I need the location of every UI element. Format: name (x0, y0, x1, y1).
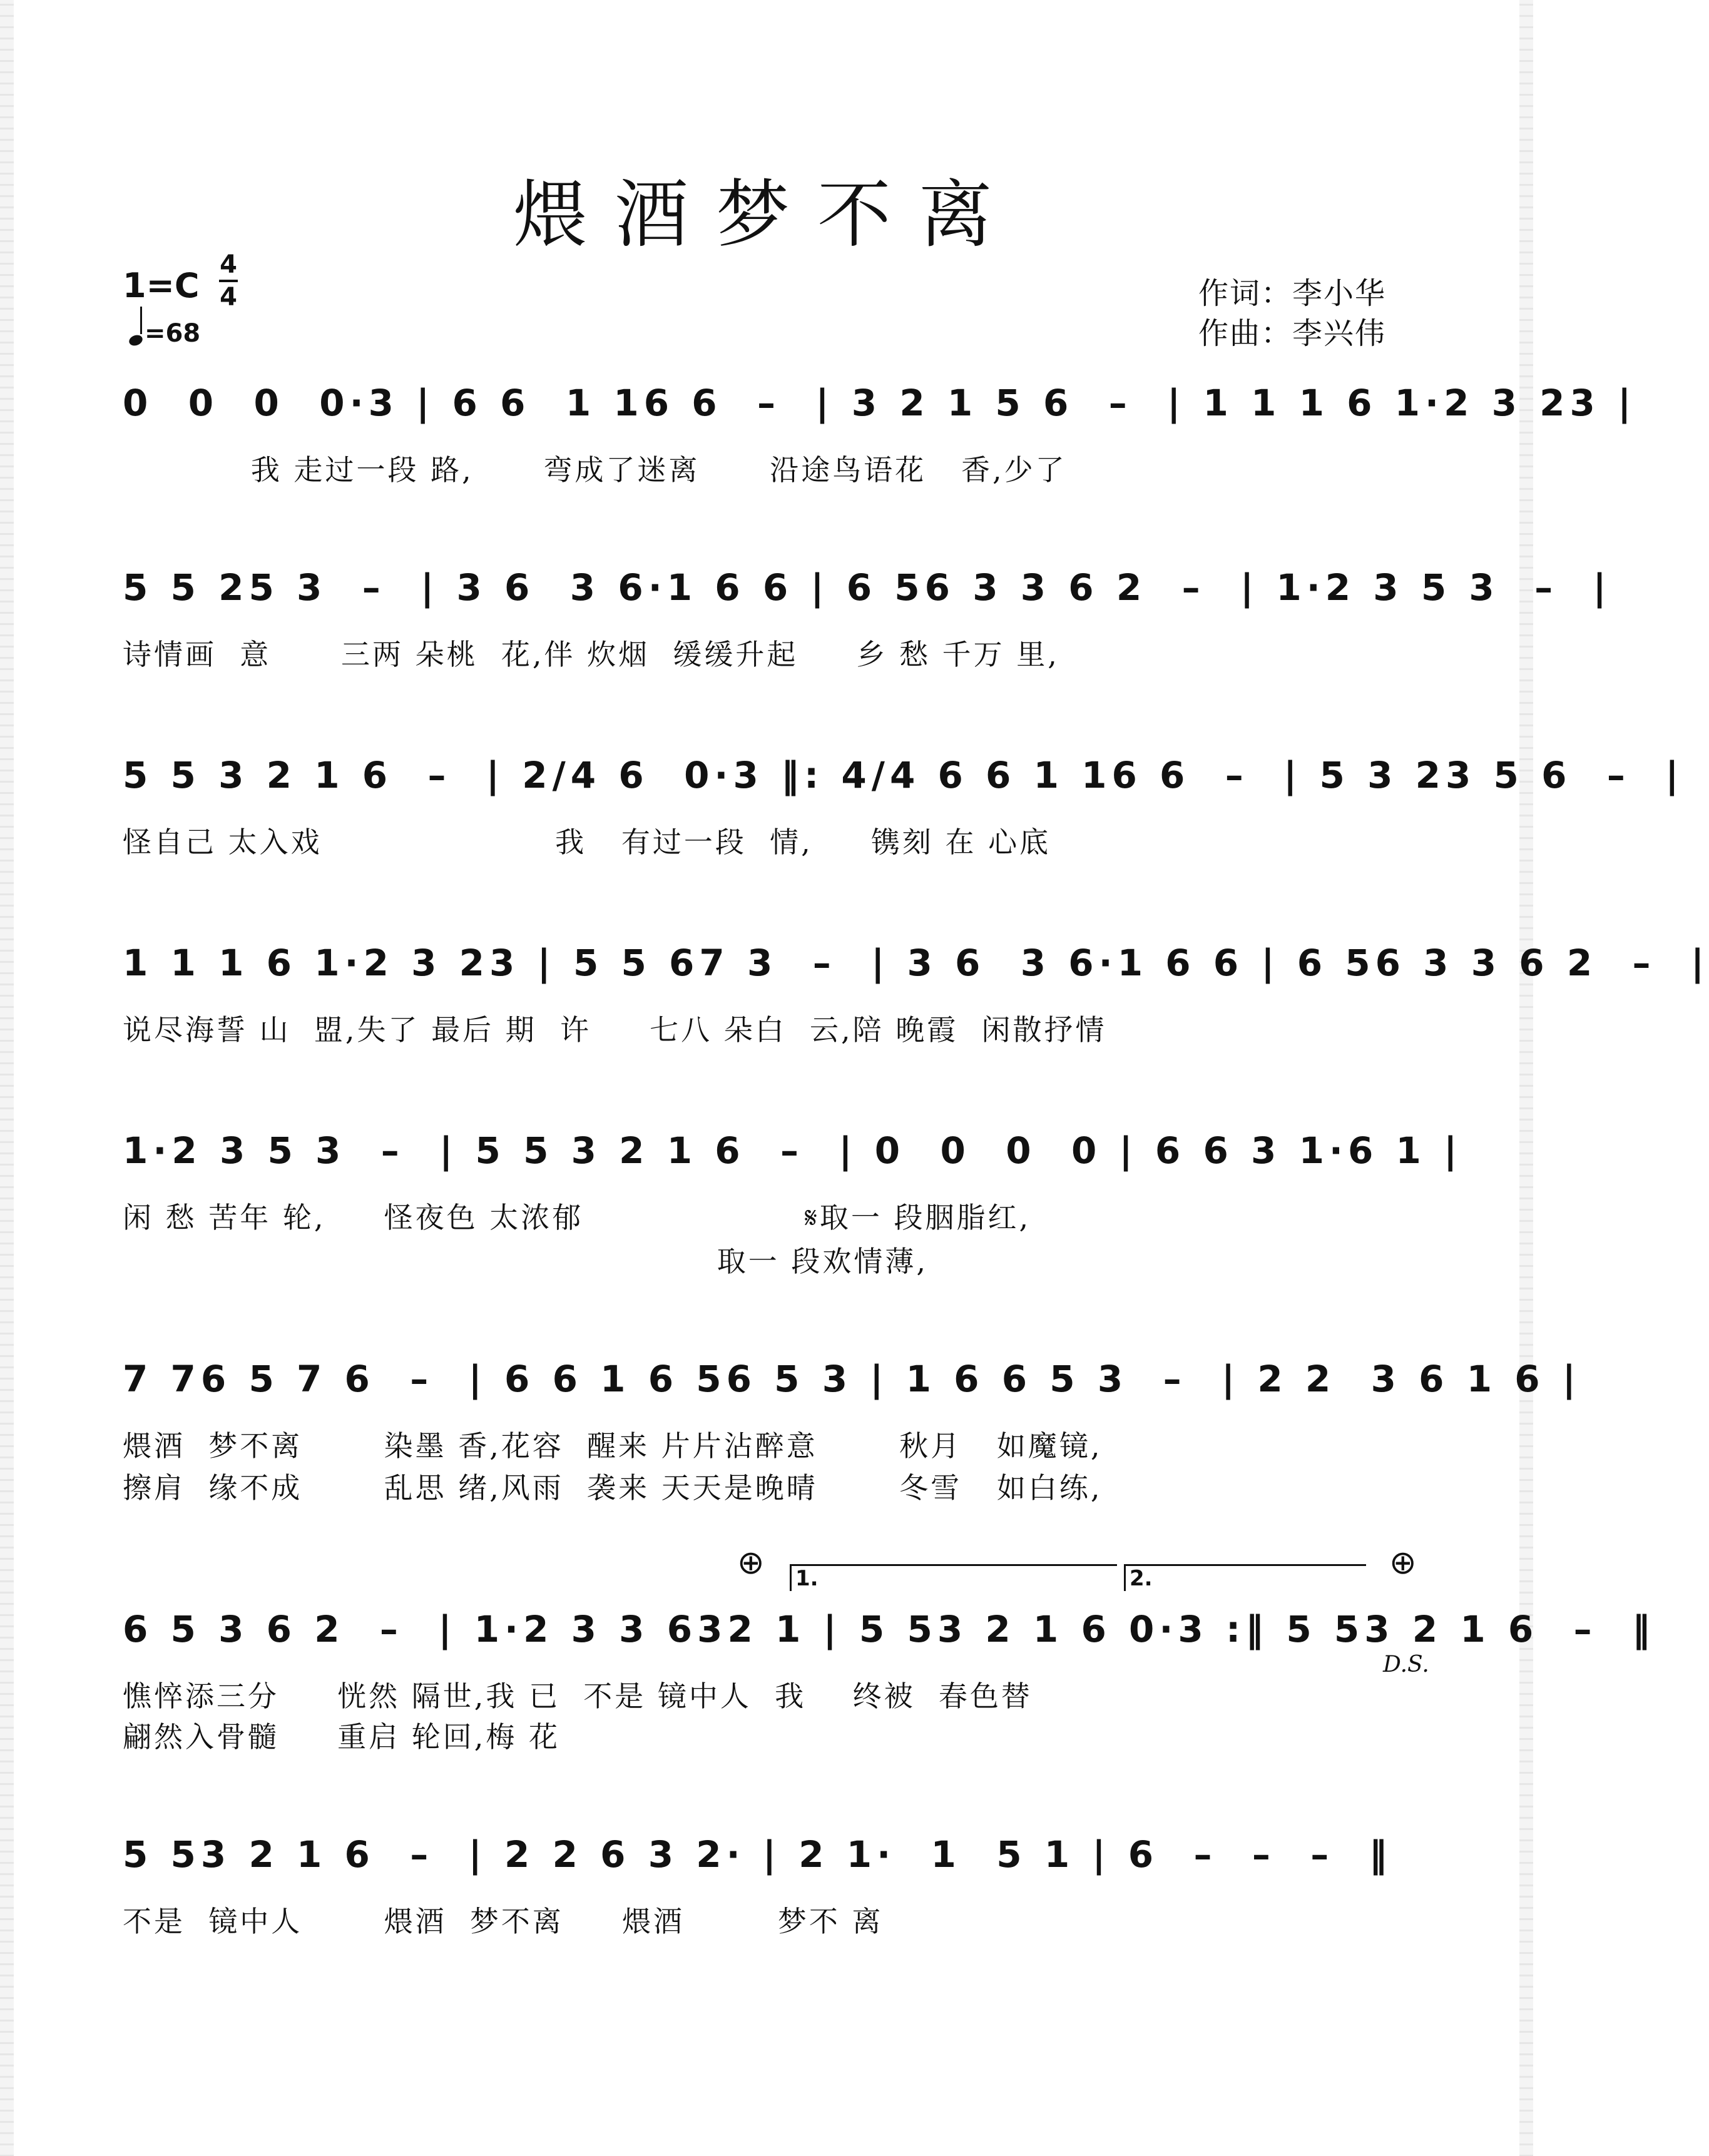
lyric-line-verse-2: 翩然入骨髓 重启 轮回,梅 花 (123, 1720, 560, 1754)
lyric-line-verse-2: 取一 段欢情薄, (123, 1244, 928, 1278)
notation-line: 7 76 5 7 6 – | 6 6 1 6 56 5 3 | 1 6 6 5 3 – | 2 2 3 6 1 6 | (123, 1358, 1581, 1400)
page-border-left (0, 0, 14, 2156)
time-top: 4 (220, 250, 237, 279)
notation-line: 1 1 1 6 1·2 3 23 | 5 5 67 3 – | 3 6 3 6·1 6 6 | 6 56 3 3 6 2 – | (123, 942, 1709, 984)
notation-line: 6 5 3 6 2 – | 1·2 3 3 632 1 | 5 53 2 1 6 0·3 :‖ 5 53 2 1 6 – ‖ (123, 1608, 1656, 1650)
lyric-line: 怪自己 太入戏 我 有过一段 情, 镌刻 在 心底 (123, 825, 1051, 859)
coda-sign-icon: ⊕ (737, 1544, 765, 1582)
tempo-marking (129, 314, 200, 348)
lyric-line-verse-1: 憔悴添三分 恍然 隔世,我 已 不是 镜中人 我 终被 春色替 (123, 1679, 1033, 1713)
ds-marking: D.S. (1383, 1652, 1429, 1677)
notation-line: 5 5 3 2 1 6 – | 2/4 6 0·3 ‖: 4/4 6 6 1 16 6 – | 5 3 23 5 6 – | (123, 754, 1684, 796)
composer-credit: 作曲：李兴伟 (1198, 316, 1387, 351)
lyric-line-verse-2: 擦肩 缘不成 乱思 绪,风雨 袭来 天天是晚晴 冬雪 如白练, (123, 1471, 1103, 1505)
notation-line: 1·2 3 5 3 – | 5 5 3 2 1 6 – | 0 0 0 0 | 6 6 3 1·6 1 | (123, 1129, 1462, 1172)
volta-bracket-2: 2. (1124, 1564, 1366, 1591)
coda-sign-end-icon: ⊕ (1389, 1544, 1417, 1582)
volta-bracket-1: 1. (790, 1564, 1117, 1591)
lyric-line-verse-1: 煨酒 梦不离 染墨 香,花容 醒来 片片沾醉意 秋月 如魔镜, (123, 1429, 1103, 1463)
lyric-line-verse-1: 闲 愁 苦年 轮, 怪夜色 太浓郁 𝄋取一 段胭脂红, (123, 1201, 1031, 1234)
notation-line: 5 5 25 3 – | 3 6 3 6·1 6 6 | 6 56 3 3 6 2 – | 1·2 3 5 3 – | (123, 566, 1611, 609)
quarter-note-icon (128, 333, 144, 348)
time-bar (219, 280, 238, 282)
lyric-line: 诗情画 意 三两 朵桃 花,伴 炊烟 缓缓升起 乡 愁 千万 里, (123, 638, 1059, 671)
lyric-line: 我 走过一段 路, 弯成了迷离 沿途鸟语花 香,少了 (123, 453, 1067, 487)
page-border-right (1519, 0, 1533, 2156)
time-signature (219, 250, 238, 312)
notation-line: 5 53 2 1 6 – | 2 2 6 3 2· | 2 1· 1 5 1 | 6 – – – ‖ (123, 1833, 1392, 1876)
song-title: 煨酒梦不离 (513, 171, 1020, 258)
lyric-line: 不是 镜中人 煨酒 梦不离 煨酒 梦不 离 (123, 1904, 884, 1938)
lyric-line: 说尽海誓 山 盟,失了 最后 期 许 七八 朵白 云,陪 晚霞 闲散抒情 (123, 1013, 1107, 1047)
note-stem-icon (140, 307, 142, 334)
time-bottom: 4 (220, 283, 237, 312)
key-signature: 1=C (123, 266, 200, 305)
lyricist-credit: 作词：李小华 (1198, 276, 1387, 311)
tempo-value: =68 (145, 319, 201, 348)
notation-line: 0 0 0 0·3 | 6 6 1 16 6 – | 3 2 1 5 6 – | 1 1 1 6 1·2 3 23 | (123, 382, 1636, 424)
